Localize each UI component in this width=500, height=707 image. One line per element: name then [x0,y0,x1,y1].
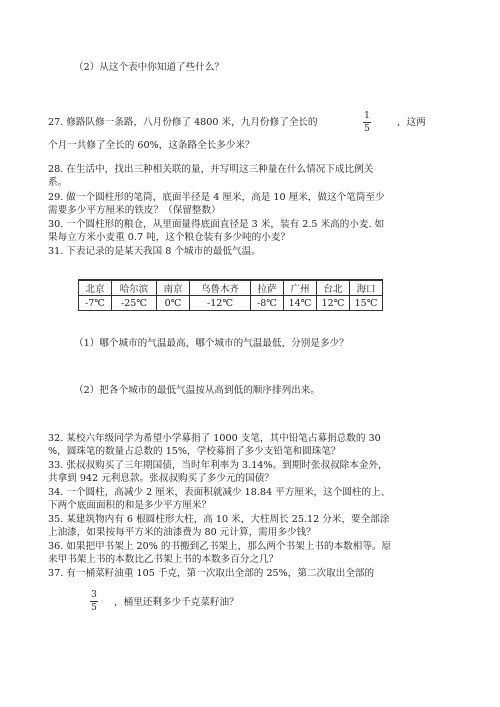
question-30-line-1: 30. 一个圆柱形的粮仓，从里面量得底面直径是 3 米，装有 2.5 米高的小麦. 如 [48,219,385,230]
table-cell: 南京 [157,280,190,296]
table-cell: 台北 [317,280,350,296]
table-cell: -25℃ [112,296,157,311]
question-28-line-2: 系。 [48,177,68,188]
fraction-numerator: 3 [91,590,97,600]
table-cell: 12℃ [317,296,350,311]
question-36-line-1: 36. 如果把甲书架上 20% 的书搬到乙书架上，那么两个书架上书的本数相等。原 [48,541,392,552]
table-cell: 拉萨 [251,280,284,296]
fraction-q37 [89,590,99,613]
question-37-line-2: ，桶里还剩多少千克菜籽油？ [114,597,239,608]
question-33-line-1: 33. 张叔叔购买了三年期国债，当时年利率为 3.14%。到期时张叔叔除本金外， [48,460,388,471]
question-29-line-2: 需要多少平方厘米的铁皮？（保留整数） [48,205,221,216]
table-row-temps [79,296,383,311]
table-cell: 海口 [350,280,383,296]
table-row-cities [79,280,383,296]
table-cell: 北京 [79,280,112,296]
table-cell: 0℃ [157,296,190,311]
question-31-part-2: （2）把各个城市的最低气温按从高到低的顺序排列出来。 [74,385,320,396]
question-31-part-1: （1）哪个城市的气温最高，哪个城市的气温最低，分别是多少？ [74,338,349,349]
table-cell: 乌鲁木齐 [190,280,251,296]
fraction-bar [90,601,98,602]
question-29-line-1: 29. 做一个圆柱形的笔筒，底面半径是 4 厘米，高是 10 厘米，做这个笔筒至少 [48,192,385,203]
table-cell: 15℃ [350,296,383,311]
question-27-line-1: 27. 修路队修一条路，八月份修了 4800 米，九月份修了全长的 [48,117,318,128]
temperature-table [78,279,383,311]
question-36-line-2: 来甲书架上书的本数比乙书架上书的本数多百分之几？ [48,554,279,565]
fraction-q27 [362,111,372,134]
fraction-denominator: 5 [364,124,370,134]
question-31: 31. 下表记录的是某天我国 8 个城市的最低气温。 [48,246,261,257]
question-32-line-1: 32. 某校六年级同学为希望小学募捐了 1000 支笔，其中铅笔占募捐总数的 30 [48,433,381,444]
fraction-numerator: 1 [364,111,370,121]
question-27-line-1-tail: ，这两 [397,117,426,128]
question-27-line-2: 个月一共修了全长的 60%，这条路全长多少米？ [48,140,255,151]
question-28-line-1: 28. 在生活中，找出三种相关联的量，并写明这三种量在什么情况下成比例关 [48,164,374,175]
table-cell: -8℃ [251,296,284,311]
question-37-line-1: 37. 有一桶菜籽油重 105 千克，第一次取出全部的 25%，第二次取出全部的 [48,568,375,579]
table-cell: 广州 [284,280,317,296]
question-33-line-2: 共拿到 942 元利息款。张叔叔购买了多少元的国债？ [48,473,274,484]
question-table-part-2: （2）从这个表中你知道了些什么？ [74,62,225,73]
question-32-line-2: %，圆珠笔的数量占总数的 15%，学校募捐了多少支铅笔和圆珠笔？ [48,446,341,457]
question-35-line-1: 35. 某建筑物内有 6 根圆柱形大柱，高 10 米，大柱周长 25.12 分米，要全部涂 [48,514,390,525]
fraction-bar [363,122,371,123]
table-cell: 14℃ [284,296,317,311]
fraction-denominator: 5 [91,603,97,613]
table-cell: -12℃ [190,296,251,311]
question-34-line-2: 下两个底面面积的和是多少平方厘米？ [48,500,212,511]
question-35-line-2: 上油漆，如果按每平方米的油漆费为 80 元计算，需用多少钱？ [48,527,316,538]
table-cell: -7℃ [79,296,112,311]
table-cell: 哈尔滨 [112,280,157,296]
question-34-line-1: 34. 一个圆柱，高减少 2 厘米，表面积就减少 18.84 平方厘米，这个圆柱的上、 [48,487,391,498]
question-30-line-2: 果每立方米小麦重 0.7 吨，这个粮仓装有多少吨的小麦？ [48,232,291,243]
